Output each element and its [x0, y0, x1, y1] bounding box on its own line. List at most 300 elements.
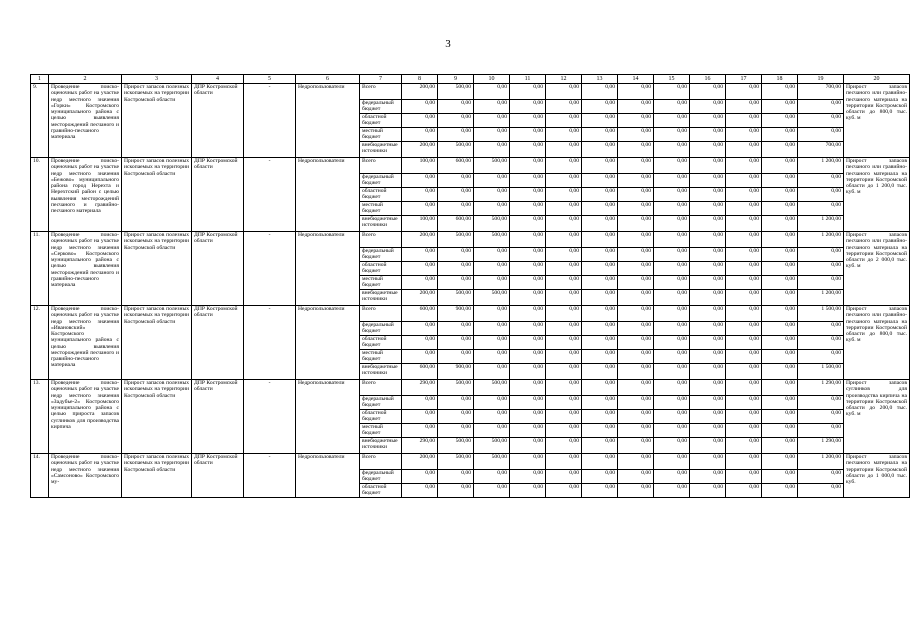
amount-cell: 0,00 — [582, 336, 618, 350]
amount-cell: 290,00 — [402, 438, 438, 454]
amount-cell: 0,00 — [654, 410, 690, 424]
amount-cell: 0,00 — [798, 174, 844, 188]
amount-cell: 0,00 — [798, 424, 844, 438]
amount-cell: 0,00 — [582, 470, 618, 484]
amount-cell: 0,00 — [654, 248, 690, 262]
activity-name: Проведение поиско-оценочных работ на участке недр местного значения «Бежово» муниципального района город Нерехта и Нерехтский район с целью выявления месторождений песчаного и гравийно-песчаного материала — [49, 158, 122, 232]
amount-cell: 0,00 — [762, 128, 798, 142]
amount-cell: 0,00 — [510, 248, 546, 262]
amount-cell: 0,00 — [726, 396, 762, 410]
amount-cell: 0,00 — [402, 128, 438, 142]
amount-cell: 0,00 — [762, 454, 798, 470]
amount-cell: 0,00 — [438, 470, 474, 484]
amount-cell: 0,00 — [654, 290, 690, 306]
amount-cell: 0,00 — [438, 424, 474, 438]
amount-cell: 0,00 — [474, 202, 510, 216]
amount-cell: 0,00 — [798, 470, 844, 484]
amount-cell: 0,00 — [618, 306, 654, 322]
amount-cell: 0,00 — [690, 202, 726, 216]
amount-cell: 0,00 — [474, 364, 510, 380]
amount-cell: 0,00 — [618, 174, 654, 188]
executor: ДПР Костромской области — [192, 84, 244, 158]
amount-cell: 0,00 — [474, 188, 510, 202]
co-executor: - — [244, 232, 296, 306]
item-number: 9. — [31, 84, 49, 158]
amount-cell: 0,00 — [654, 364, 690, 380]
amount-cell: 0,00 — [510, 84, 546, 100]
amount-cell: 0,00 — [762, 202, 798, 216]
amount-cell: 0,00 — [438, 128, 474, 142]
amount-cell: 0,00 — [474, 276, 510, 290]
amount-cell: 0,00 — [726, 454, 762, 470]
column-number: 2 — [49, 75, 122, 84]
amount-cell: 0,00 — [726, 202, 762, 216]
amount-cell: 0,00 — [438, 484, 474, 498]
amount-cell: 0,00 — [654, 188, 690, 202]
amount-cell: 0,00 — [582, 396, 618, 410]
column-number: 8 — [402, 75, 438, 84]
amount-cell: 0,00 — [690, 142, 726, 158]
funding-source: Всего — [360, 84, 402, 100]
amount-cell: 0,00 — [474, 484, 510, 498]
amount-cell: 0,00 — [618, 322, 654, 336]
amount-cell: 0,00 — [762, 410, 798, 424]
amount-cell: 0,00 — [618, 410, 654, 424]
amount-cell: 0,00 — [654, 380, 690, 396]
amount-cell: 0,00 — [582, 276, 618, 290]
amount-cell: 0,00 — [726, 128, 762, 142]
amount-cell: 0,00 — [654, 276, 690, 290]
amount-cell: 0,00 — [510, 438, 546, 454]
amount-cell: 0,00 — [798, 262, 844, 276]
amount-cell: 0,00 — [762, 306, 798, 322]
amount-cell: 0,00 — [798, 128, 844, 142]
activity-name: Проведение поиско-оценочных работ на участке недр местного значения «Серково» Костромского муниципального района с целью выявления месторождений песчаного и гравийно-песчаного материала — [49, 232, 122, 306]
funding-source: Всего — [360, 232, 402, 248]
funding-source: областной бюджет — [360, 336, 402, 350]
amount-cell: 0,00 — [582, 174, 618, 188]
amount-cell: 0,00 — [582, 142, 618, 158]
amount-cell: 0,00 — [798, 100, 844, 114]
amount-cell: 0,00 — [690, 484, 726, 498]
budget-table — [30, 74, 910, 498]
amount-cell: 0,00 — [510, 100, 546, 114]
amount-cell: 0,00 — [618, 336, 654, 350]
amount-cell: 0,00 — [762, 216, 798, 232]
amount-cell: 0,00 — [798, 322, 844, 336]
amount-cell: 0,00 — [690, 336, 726, 350]
amount-cell: 500,00 — [474, 290, 510, 306]
amount-cell: 0,00 — [762, 396, 798, 410]
amount-cell: 0,00 — [510, 454, 546, 470]
funding-source: областной бюджет — [360, 114, 402, 128]
amount-cell: 0,00 — [474, 396, 510, 410]
amount-cell: 0,00 — [690, 188, 726, 202]
funding-source: внебюджетные источники — [360, 290, 402, 306]
amount-cell: 0,00 — [690, 248, 726, 262]
amount-cell: 0,00 — [474, 174, 510, 188]
amount-cell: 0,00 — [726, 174, 762, 188]
amount-cell: 290,00 — [402, 380, 438, 396]
amount-cell: 0,00 — [618, 364, 654, 380]
co-executor: - — [244, 454, 296, 498]
funding-source: внебюджетные источники — [360, 142, 402, 158]
amount-cell: 0,00 — [474, 248, 510, 262]
amount-cell: 0,00 — [546, 202, 582, 216]
amount-cell: 0,00 — [582, 100, 618, 114]
co-executor: - — [244, 380, 296, 454]
amount-cell: 0,00 — [618, 158, 654, 174]
amount-cell: 0,00 — [510, 142, 546, 158]
amount-cell: 0,00 — [690, 350, 726, 364]
amount-cell: 0,00 — [546, 114, 582, 128]
column-number: 6 — [296, 75, 360, 84]
amount-cell: 600,00 — [438, 158, 474, 174]
funding-source: местный бюджет — [360, 128, 402, 142]
funding-source: Всего — [360, 158, 402, 174]
amount-cell: 0,00 — [762, 100, 798, 114]
amount-cell: 0,00 — [618, 424, 654, 438]
amount-cell: 200,00 — [402, 84, 438, 100]
amount-cell: 0,00 — [654, 202, 690, 216]
amount-cell: 0,00 — [474, 262, 510, 276]
amount-cell: 0,00 — [546, 142, 582, 158]
amount-cell: 0,00 — [582, 380, 618, 396]
activity-goal: Прирост запасов полезных ископаемых на территории Костромской области — [122, 306, 192, 380]
amount-cell: 0,00 — [546, 484, 582, 498]
amount-cell: 0,00 — [510, 470, 546, 484]
amount-cell: 0,00 — [402, 470, 438, 484]
amount-cell: 0,00 — [474, 470, 510, 484]
amount-cell: 0,00 — [726, 290, 762, 306]
amount-cell: 0,00 — [762, 232, 798, 248]
column-number: 11 — [510, 75, 546, 84]
amount-cell: 0,00 — [654, 262, 690, 276]
amount-cell: 0,00 — [618, 142, 654, 158]
funding-source: областной бюджет — [360, 410, 402, 424]
activity-goal: Прирост запасов полезных ископаемых на территории Костромской области — [122, 84, 192, 158]
amount-cell: 200,00 — [402, 290, 438, 306]
amount-cell: 0,00 — [690, 454, 726, 470]
amount-cell: 0,00 — [510, 396, 546, 410]
funding-source: внебюджетные источники — [360, 216, 402, 232]
amount-cell: 0,00 — [690, 114, 726, 128]
amount-cell: 0,00 — [402, 174, 438, 188]
amount-cell: 0,00 — [582, 188, 618, 202]
amount-cell: 0,00 — [762, 188, 798, 202]
amount-cell: 0,00 — [546, 336, 582, 350]
amount-cell: 500,00 — [438, 84, 474, 100]
amount-cell: 0,00 — [546, 364, 582, 380]
funding-source: Всего — [360, 306, 402, 322]
amount-cell: 0,00 — [474, 424, 510, 438]
amount-cell: 0,00 — [762, 114, 798, 128]
amount-cell: 1 200,00 — [798, 158, 844, 174]
amount-cell: 100,00 — [402, 158, 438, 174]
table-row — [31, 454, 910, 470]
amount-cell: 0,00 — [582, 248, 618, 262]
amount-cell: 0,00 — [402, 202, 438, 216]
amount-cell: 0,00 — [618, 290, 654, 306]
amount-cell: 1 200,00 — [798, 216, 844, 232]
amount-cell: 0,00 — [690, 364, 726, 380]
activity-name: Проведение поиско-оценочных работ на участке недр местного значения «Ивановский» Костромского муниципального района с целью выявления месторождений песчаного и гравийно-песчаного материала — [49, 306, 122, 380]
amount-cell: 0,00 — [618, 262, 654, 276]
amount-cell: 0,00 — [510, 232, 546, 248]
amount-cell: 0,00 — [618, 484, 654, 498]
amount-cell: 0,00 — [546, 454, 582, 470]
amount-cell: 0,00 — [618, 84, 654, 100]
amount-cell: 0,00 — [510, 380, 546, 396]
amount-cell: 0,00 — [582, 232, 618, 248]
amount-cell: 0,00 — [546, 84, 582, 100]
amount-cell: 500,00 — [438, 290, 474, 306]
funding-source: Всего — [360, 454, 402, 470]
amount-cell: 0,00 — [726, 470, 762, 484]
amount-cell: 0,00 — [654, 424, 690, 438]
amount-cell: 0,00 — [618, 380, 654, 396]
column-number: 15 — [654, 75, 690, 84]
amount-cell: 0,00 — [474, 128, 510, 142]
amount-cell: 0,00 — [690, 276, 726, 290]
funding-source: местный бюджет — [360, 202, 402, 216]
amount-cell: 500,00 — [438, 232, 474, 248]
amount-cell: 0,00 — [726, 84, 762, 100]
amount-cell: 0,00 — [654, 84, 690, 100]
amount-cell: 0,00 — [510, 322, 546, 336]
table-row — [31, 232, 910, 248]
amount-cell: 0,00 — [654, 484, 690, 498]
amount-cell: 0,00 — [582, 322, 618, 336]
amount-cell: 0,00 — [690, 232, 726, 248]
amount-cell: 0,00 — [726, 306, 762, 322]
amount-cell: 0,00 — [582, 424, 618, 438]
executor: ДПР Костромской области — [192, 380, 244, 454]
amount-cell: 0,00 — [510, 424, 546, 438]
amount-cell: 0,00 — [654, 216, 690, 232]
amount-cell: 500,00 — [474, 454, 510, 470]
amount-cell: 1 200,00 — [798, 232, 844, 248]
amount-cell: 0,00 — [402, 100, 438, 114]
amount-cell: 0,00 — [690, 396, 726, 410]
amount-cell: 0,00 — [618, 470, 654, 484]
amount-cell: 0,00 — [726, 276, 762, 290]
funding-participants: Недропользователи — [296, 84, 360, 158]
column-number: 18 — [762, 75, 798, 84]
amount-cell: 0,00 — [690, 290, 726, 306]
amount-cell: 0,00 — [654, 142, 690, 158]
amount-cell: 700,00 — [798, 142, 844, 158]
amount-cell: 100,00 — [402, 216, 438, 232]
amount-cell: 0,00 — [510, 262, 546, 276]
table-row — [31, 380, 910, 396]
funding-source: внебюджетные источники — [360, 438, 402, 454]
column-number: 3 — [122, 75, 192, 84]
amount-cell: 0,00 — [474, 336, 510, 350]
amount-cell: 0,00 — [654, 396, 690, 410]
funding-source: федеральный бюджет — [360, 248, 402, 262]
funding-participants: Недропользователи — [296, 454, 360, 498]
amount-cell: 0,00 — [726, 336, 762, 350]
column-number: 14 — [618, 75, 654, 84]
amount-cell: 0,00 — [762, 484, 798, 498]
amount-cell: 0,00 — [690, 84, 726, 100]
amount-cell: 0,00 — [654, 128, 690, 142]
amount-cell: 0,00 — [510, 410, 546, 424]
amount-cell: 0,00 — [582, 438, 618, 454]
amount-cell: 0,00 — [762, 438, 798, 454]
amount-cell: 0,00 — [402, 262, 438, 276]
column-number: 9 — [438, 75, 474, 84]
amount-cell: 0,00 — [402, 350, 438, 364]
amount-cell: 0,00 — [582, 484, 618, 498]
amount-cell: 0,00 — [762, 142, 798, 158]
amount-cell: 0,00 — [474, 322, 510, 336]
funding-participants: Недропользователи — [296, 232, 360, 306]
activity-name: Проведение поиско-оценочных работ на участке недр местного значения «Задубье-2» Костромского муниципального района с целью прироста запасов суглинков для производства кирпича — [49, 380, 122, 454]
expected-result: Прирост запасов песчаного или гравийно-песчаного материала на территории Костромской области до 2 000,0 тыс. куб. м — [844, 232, 910, 306]
amount-cell: 0,00 — [510, 114, 546, 128]
amount-cell: 0,00 — [654, 322, 690, 336]
amount-cell: 0,00 — [798, 248, 844, 262]
amount-cell: 500,00 — [474, 216, 510, 232]
funding-participants: Недропользователи — [296, 380, 360, 454]
amount-cell: 200,00 — [402, 142, 438, 158]
expected-result: Прирост запасов суглинков для производства кирпича на территории Костромской области до 200,0 тыс. куб. м — [844, 380, 910, 454]
amount-cell: 0,00 — [654, 470, 690, 484]
column-number: 7 — [360, 75, 402, 84]
amount-cell: 0,00 — [762, 276, 798, 290]
amount-cell: 0,00 — [726, 158, 762, 174]
amount-cell: 500,00 — [438, 380, 474, 396]
amount-cell: 0,00 — [582, 262, 618, 276]
amount-cell: 0,00 — [582, 114, 618, 128]
amount-cell: 0,00 — [402, 336, 438, 350]
amount-cell: 700,00 — [798, 84, 844, 100]
amount-cell: 0,00 — [654, 336, 690, 350]
funding-source: Всего — [360, 380, 402, 396]
amount-cell: 1 500,00 — [798, 364, 844, 380]
amount-cell: 900,00 — [438, 306, 474, 322]
amount-cell: 0,00 — [546, 248, 582, 262]
amount-cell: 0,00 — [618, 276, 654, 290]
amount-cell: 0,00 — [726, 484, 762, 498]
amount-cell: 0,00 — [690, 470, 726, 484]
co-executor: - — [244, 306, 296, 380]
activity-goal: Прирост запасов полезных ископаемых на территории Костромской области — [122, 158, 192, 232]
column-number-row — [31, 75, 910, 84]
amount-cell: 0,00 — [762, 350, 798, 364]
table-row — [31, 84, 910, 100]
amount-cell: 0,00 — [546, 262, 582, 276]
column-number: 19 — [798, 75, 844, 84]
amount-cell: 1 200,00 — [798, 290, 844, 306]
amount-cell: 0,00 — [798, 484, 844, 498]
funding-participants: Недропользователи — [296, 306, 360, 380]
amount-cell: 0,00 — [510, 350, 546, 364]
column-number: 20 — [844, 75, 910, 84]
funding-participants: Недропользователи — [296, 158, 360, 232]
amount-cell: 0,00 — [438, 410, 474, 424]
amount-cell: 0,00 — [546, 216, 582, 232]
amount-cell: 0,00 — [546, 306, 582, 322]
amount-cell: 0,00 — [438, 202, 474, 216]
amount-cell: 0,00 — [726, 248, 762, 262]
amount-cell: 0,00 — [438, 114, 474, 128]
column-number: 1 — [31, 75, 49, 84]
amount-cell: 0,00 — [762, 158, 798, 174]
amount-cell: 0,00 — [546, 410, 582, 424]
amount-cell: 0,00 — [690, 424, 726, 438]
amount-cell: 0,00 — [582, 454, 618, 470]
amount-cell: 0,00 — [726, 216, 762, 232]
amount-cell: 0,00 — [726, 142, 762, 158]
amount-cell: 0,00 — [762, 470, 798, 484]
amount-cell: 0,00 — [762, 262, 798, 276]
amount-cell: 900,00 — [438, 364, 474, 380]
amount-cell: 0,00 — [402, 424, 438, 438]
funding-source: федеральный бюджет — [360, 396, 402, 410]
amount-cell: 0,00 — [474, 350, 510, 364]
column-number: 5 — [244, 75, 296, 84]
column-number: 13 — [582, 75, 618, 84]
amount-cell: 0,00 — [510, 484, 546, 498]
amount-cell: 0,00 — [402, 188, 438, 202]
amount-cell: 0,00 — [510, 306, 546, 322]
funding-source: местный бюджет — [360, 424, 402, 438]
amount-cell: 0,00 — [654, 438, 690, 454]
amount-cell: 0,00 — [726, 322, 762, 336]
activity-goal: Прирост запасов полезных ископаемых на территории Костромской области — [122, 232, 192, 306]
amount-cell: 0,00 — [654, 232, 690, 248]
executor: ДПР Костромской области — [192, 454, 244, 498]
funding-source: федеральный бюджет — [360, 322, 402, 336]
amount-cell: 0,00 — [726, 262, 762, 276]
funding-source: федеральный бюджет — [360, 470, 402, 484]
amount-cell: 0,00 — [654, 174, 690, 188]
amount-cell: 0,00 — [546, 232, 582, 248]
amount-cell: 0,00 — [726, 410, 762, 424]
amount-cell: 0,00 — [654, 114, 690, 128]
amount-cell: 0,00 — [762, 336, 798, 350]
amount-cell: 0,00 — [474, 410, 510, 424]
amount-cell: 0,00 — [726, 438, 762, 454]
amount-cell: 0,00 — [654, 306, 690, 322]
amount-cell: 0,00 — [546, 438, 582, 454]
amount-cell: 0,00 — [582, 216, 618, 232]
amount-cell: 0,00 — [690, 262, 726, 276]
amount-cell: 0,00 — [726, 424, 762, 438]
amount-cell: 0,00 — [510, 174, 546, 188]
amount-cell: 0,00 — [690, 128, 726, 142]
amount-cell: 200,00 — [402, 454, 438, 470]
amount-cell: 0,00 — [654, 100, 690, 114]
activity-goal: Прирост запасов полезных ископаемых на территории Костромской области — [122, 380, 192, 454]
funding-source: внебюджетные источники — [360, 364, 402, 380]
amount-cell: 0,00 — [654, 350, 690, 364]
amount-cell: 0,00 — [582, 202, 618, 216]
amount-cell: 0,00 — [798, 336, 844, 350]
amount-cell: 0,00 — [654, 158, 690, 174]
item-number: 14. — [31, 454, 49, 498]
amount-cell: 0,00 — [618, 216, 654, 232]
amount-cell: 0,00 — [546, 158, 582, 174]
amount-cell: 0,00 — [438, 276, 474, 290]
amount-cell: 0,00 — [582, 364, 618, 380]
amount-cell: 0,00 — [582, 158, 618, 174]
amount-cell: 0,00 — [690, 322, 726, 336]
amount-cell: 0,00 — [510, 202, 546, 216]
